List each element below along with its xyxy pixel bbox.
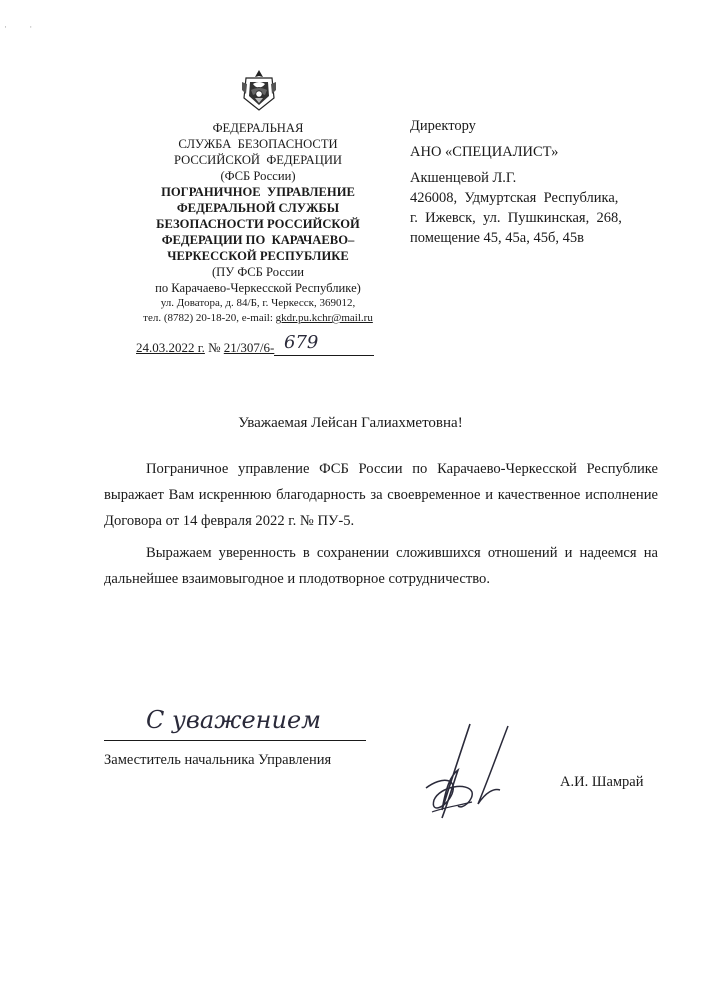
addressee-address-line: 426008, Удмуртская Республика, — [410, 190, 619, 206]
scan-marks: · · — [4, 22, 43, 32]
handwritten-number — [282, 331, 342, 355]
department-line: ЧЕРКЕССКОЙ РЕСПУБЛИКЕ — [167, 249, 349, 263]
addressee-org: АНО «СПЕЦИАЛИСТ» — [410, 144, 559, 160]
department-abbr: (ПУ ФСБ России — [211, 265, 305, 279]
body-paragraph — [104, 540, 658, 592]
org-line: РОССИЙСКОЙ ФЕДЕРАЦИИ — [173, 153, 343, 167]
sender-phone: тел. (8782) 20-18-20, e-mail: — [143, 312, 276, 324]
signer-name: А.И. Шамрай — [560, 774, 644, 790]
signature-line — [104, 740, 366, 741]
org-line: СЛУЖБА БЕЗОПАСНОСТИ — [178, 137, 338, 151]
sender-email: gkdr.pu.kchr@mail.ru — [275, 312, 373, 324]
registration-line — [136, 332, 374, 356]
sender-block — [128, 120, 388, 326]
handwritten-signature — [412, 718, 522, 826]
department-line: БЕЗОПАСНОСТИ РОССИЙСКОЙ — [156, 217, 360, 231]
registration-number-label: № — [204, 340, 224, 355]
handwritten-number-text: 679 — [284, 332, 319, 353]
registration-number-field — [274, 332, 374, 356]
org-abbr: (ФСБ России) — [220, 169, 296, 183]
addressee-address-line: помещение 45, 45а, 45б, 45в — [410, 230, 584, 246]
greeting: Уважаемая Лейсан Галиахметовна! — [238, 415, 463, 431]
department-line: ФЕДЕРАЦИИ ПО КАРАЧАЕВО– — [161, 233, 355, 247]
department-line: ПОГРАНИЧНОЕ УПРАВЛЕНИЕ — [161, 185, 355, 199]
fsb-emblem-icon — [240, 68, 278, 112]
body-paragraph-text: Пограничное управление ФСБ России по Карачаево-Черкесской Республике выражает Вам искреннюю благодарность за своевременное и качественное исполнение Договора от 14 февраля 2022 г. № ПУ-5. — [104, 461, 658, 529]
body-paragraph — [104, 456, 658, 534]
registration-number: 21/307/6- — [223, 340, 275, 355]
sender-contacts — [128, 311, 388, 326]
addressee-title: Директору — [410, 118, 476, 134]
addressee-address-line: г. Ижевск, ул. Пушкинская, 268, — [410, 210, 622, 226]
sender-address: ул. Доватора, д. 84/Б, г. Черкесск, 369012, — [160, 297, 356, 309]
registration-date: 24.03.2022 г. — [136, 340, 205, 355]
department-line: ФЕДЕРАЛЬНОЙ СЛУЖБЫ — [176, 201, 340, 215]
addressee-name: Акшенцевой Л.Г. — [410, 170, 517, 186]
org-line: ФЕДЕРАЛЬНАЯ — [212, 121, 304, 135]
handwritten-salutation — [144, 694, 334, 742]
department-abbr: по Карачаево-Черкесской Республике) — [155, 281, 361, 295]
body-paragraph-text: Выражаем уверенность в сохранении сложившихся отношений и надеемся на дальнейшее взаимовыгодное и плодотворное сотрудничество. — [104, 545, 658, 587]
signer-position: Заместитель начальника Управления — [104, 752, 332, 768]
handwritten-salutation-text: С уважением — [146, 706, 322, 734]
addressee-block — [410, 116, 658, 248]
